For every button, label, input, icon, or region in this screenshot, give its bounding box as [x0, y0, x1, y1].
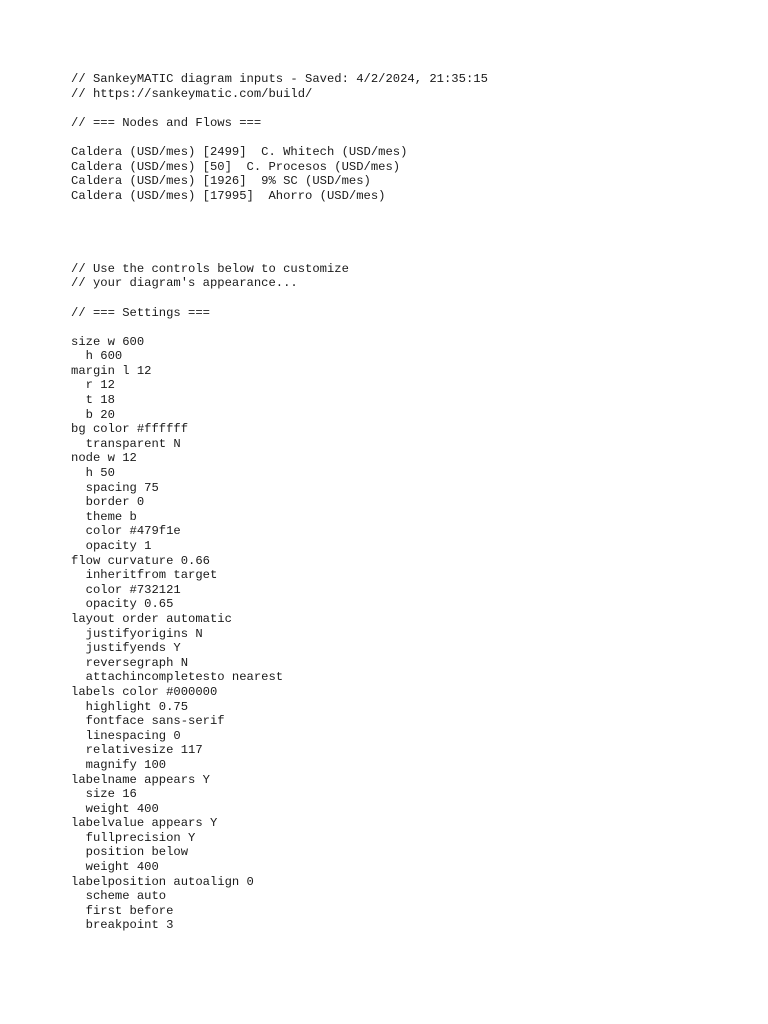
settings-line: flow curvature 0.66	[71, 553, 210, 568]
settings-line: labelname appears Y	[71, 772, 210, 787]
settings-line: color #732121	[71, 582, 181, 597]
settings-line: weight 400	[71, 801, 159, 816]
settings-line: inheritfrom target	[71, 568, 218, 583]
settings-line: justifyends Y	[71, 641, 181, 656]
url-comment: // https://sankeymatic.com/build/	[71, 86, 313, 101]
settings-line: highlight 0.75	[71, 699, 189, 714]
settings-line: magnify 100	[71, 757, 167, 772]
flow-line: Caldera (USD/mes) [2499] C. Whitech (USD/mes)	[71, 144, 408, 159]
settings-line: justifyorigins N	[71, 626, 203, 641]
settings-line: fontface sans-serif	[71, 714, 225, 729]
settings-line: margin l 12	[71, 363, 152, 378]
settings-line: t 18	[71, 393, 115, 408]
settings-line: opacity 1	[71, 539, 152, 554]
settings-line: labels color #000000	[71, 684, 218, 699]
instructions-line-2: // your diagram's appearance...	[71, 276, 298, 291]
settings-line: relativesize 117	[71, 743, 203, 758]
settings-line: size w 600	[71, 334, 145, 349]
settings-line: color #479f1e	[71, 524, 181, 539]
flow-line: Caldera (USD/mes) [17995] Ahorro (USD/mes)	[71, 188, 386, 203]
settings-line: labelvalue appears Y	[71, 816, 218, 831]
settings-line: scheme auto	[71, 889, 167, 904]
settings-line: first before	[71, 903, 174, 918]
settings-line: h 600	[71, 349, 123, 364]
settings-line: opacity 0.65	[71, 597, 174, 612]
settings-line: reversegraph N	[71, 655, 189, 670]
settings-heading: // === Settings ===	[71, 305, 210, 320]
flow-line: Caldera (USD/mes) [1926] 9% SC (USD/mes)	[71, 174, 371, 189]
settings-line: layout order automatic	[71, 611, 232, 626]
settings-line: transparent N	[71, 436, 181, 451]
settings-line: spacing 75	[71, 480, 159, 495]
document-page	[71, 72, 751, 933]
settings-line: position below	[71, 845, 189, 860]
blank-line	[71, 320, 751, 335]
settings-line: theme b	[71, 509, 137, 524]
settings-line: bg color #ffffff	[71, 422, 189, 437]
settings-line: r 12	[71, 378, 115, 393]
settings-line: size 16	[71, 787, 137, 802]
saved-comment: // SankeyMATIC diagram inputs - Saved: 4/2/2024, 21:35:15	[71, 72, 488, 86]
settings-line: weight 400	[71, 860, 159, 875]
nodes-flows-heading: // === Nodes and Flows ===	[71, 115, 262, 130]
settings-list	[71, 335, 751, 933]
settings-line: linespacing 0	[71, 728, 181, 743]
settings-line: border 0	[71, 495, 145, 510]
settings-line: b 20	[71, 407, 115, 422]
flow-line: Caldera (USD/mes) [50] C. Procesos (USD/mes)	[71, 159, 401, 174]
blank-gap	[71, 203, 751, 261]
settings-line: h 50	[71, 466, 115, 481]
blank-line	[71, 291, 751, 306]
settings-line: node w 12	[71, 451, 137, 466]
settings-line: attachincompletesto nearest	[71, 670, 284, 685]
settings-line: fullprecision Y	[71, 830, 196, 845]
settings-line: labelposition autoalign 0	[71, 874, 254, 889]
blank-line	[71, 130, 751, 145]
settings-line: breakpoint 3	[71, 918, 174, 933]
instructions-line-1: // Use the controls below to customize	[71, 261, 349, 276]
blank-line	[71, 101, 751, 116]
